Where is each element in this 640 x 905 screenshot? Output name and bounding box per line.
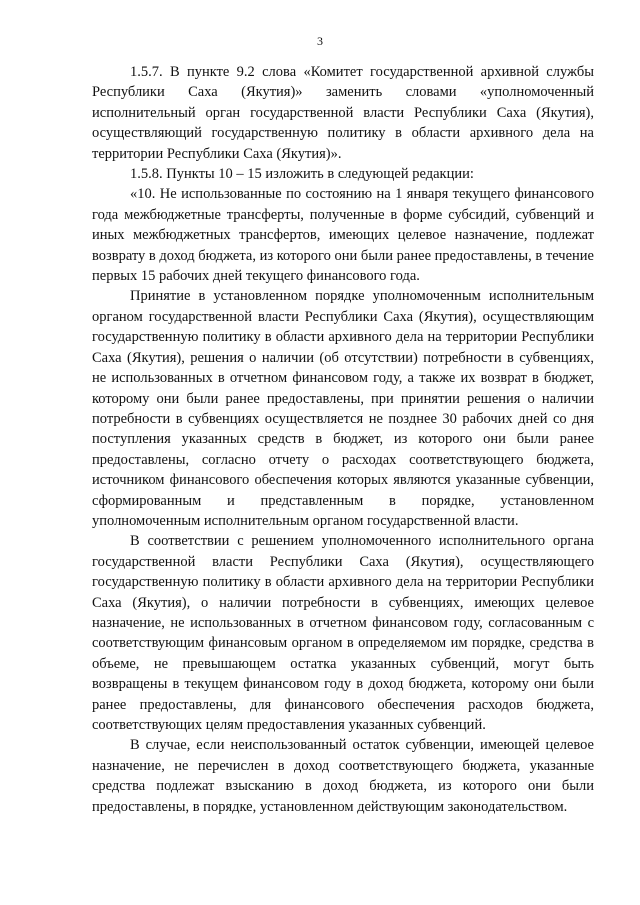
paragraph-decision-procedure: Принятие в установленном порядке уполномоченным исполнительным органом государственной власти Республики Саха (Якутия), осуществляющим государственную политику в области архивного дела на территории Республики Саха (Якутия), решения о наличии (об отсутствии) потребности в субвенциях, не использованных в отчетном финансовом году, а также их возврат в бюджет, которому они были ранее предоставлены, при принятии решения о наличии потребности в субвенциях осуществляется не позднее 30 рабочих дней со дня поступления указанных средств в бюджет, из которого они были ранее предоставлены, согласно отчету о расходах соответствующего бюджета, источником финансового обеспечения которых являются указанные субвенции, сформированным и представленным в порядке, установленном уполномоченным исполнительным органом государственной власти. xyxy=(92,288,594,529)
document-body xyxy=(92,62,594,817)
paragraph-1-5-7: 1.5.7. В пункте 9.2 слова «Комитет государственной архивной службы Республики Саха (Якутия)» заменить словами «уполномоченный исполнительный орган государственной власти Республики Саха (Якутия), осуществляющий государственную политику в области архивного дела на территории Республики Саха (Якутия)». xyxy=(92,64,594,162)
paragraph-1-5-8: 1.5.8. Пункты 10 – 15 изложить в следующей редакции: xyxy=(130,166,474,183)
page-number: 3 xyxy=(317,34,323,48)
paragraph-recovery-of-funds: В случае, если неиспользованный остаток субвенции, имеющей целевое назначение, не перечислен в доход соответствующего бюджета, указанные средства подлежат взысканию в доход бюджета, из которого они были предоставлены, в порядке, установленном действующим законодательством. xyxy=(92,737,594,815)
paragraph-item-10: «10. Не использованные по состоянию на 1 января текущего финансового года межбюджетные трансферты, полученные в форме субсидий, субвенций и иных межбюджетных трансфертов, имеющих целевое назначение, подлежат возврату в доход бюджета, из которого они были ранее предоставлены, в течение первых 15 рабочих дней текущего финансового года. xyxy=(92,186,594,285)
paragraph-return-of-funds: В соответствии с решением уполномоченного исполнительного органа государственной власти Республики Саха (Якутия), осуществляющего государственную политику в области архивного дела на территории Республики Саха (Якутия), о наличии потребности в субвенциях, имеющих целевое назначение, не использованных в отчетном финансовом году, согласованным с соответствующим финансовым органом в определяемом им порядке, средства в объеме, не превышающем остатка указанных субвенций, могут быть возвращены в текущем финансовом году в доход бюджета, которому они были ранее предоставлены, для финансового обеспечения расходов бюджета, соответствующих целям предоставления указанных субвенций. xyxy=(92,533,594,733)
